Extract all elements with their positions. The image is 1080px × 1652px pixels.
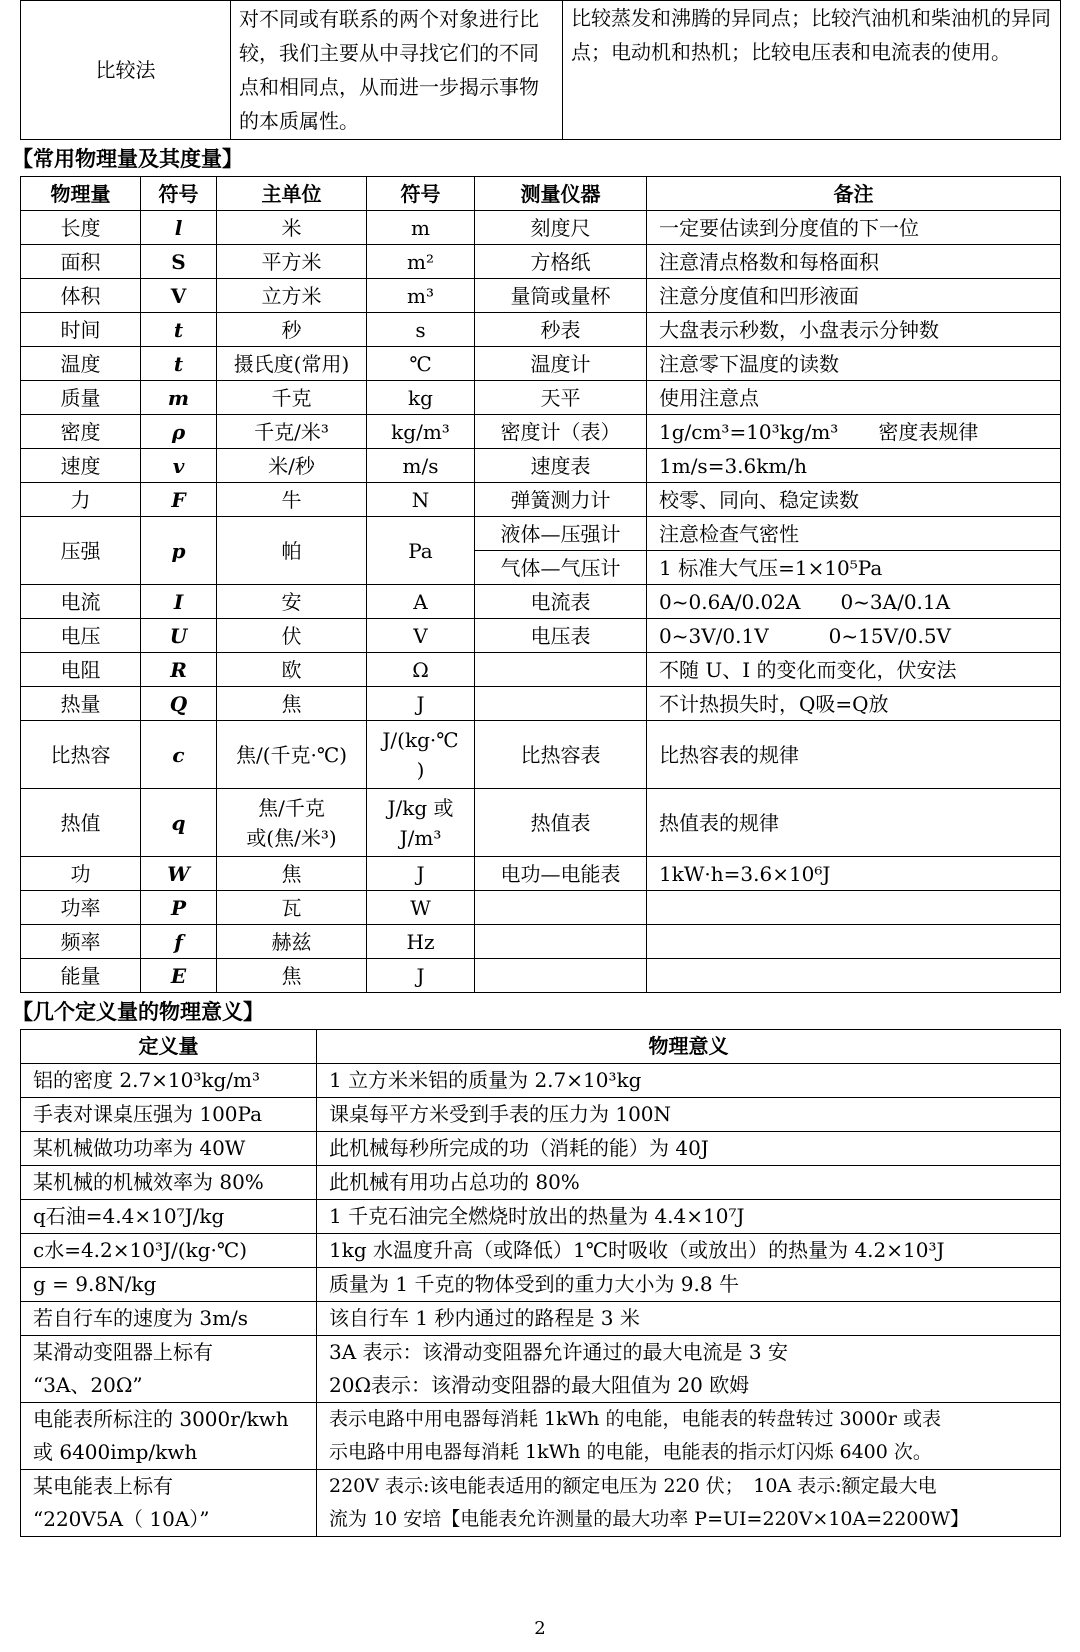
cell-symbol: p xyxy=(141,517,217,585)
table-row xyxy=(21,1268,1061,1302)
cell-note xyxy=(647,891,1061,925)
cell-instrument: 量筒或量杯 xyxy=(475,279,647,313)
cell-unit-symbol: m² xyxy=(367,245,475,279)
cell-symbol: S xyxy=(141,245,217,279)
cell-unit: 欧 xyxy=(217,653,367,687)
cell-unit: 摄氏度(常用) xyxy=(217,347,367,381)
cell-unit: 平方米 xyxy=(217,245,367,279)
cell-unit-symbol: m xyxy=(367,211,475,245)
definition-line: “3A、20Ω” xyxy=(33,1373,143,1397)
cell-unit: 千克 xyxy=(217,381,367,415)
cell-symbol: l xyxy=(141,211,217,245)
cell-quantity: 体积 xyxy=(21,279,141,313)
cell-unit-symbol xyxy=(367,789,475,857)
definition-line: 某滑动变阻器上标有 xyxy=(33,1340,213,1364)
cell-quantity: 热值 xyxy=(21,789,141,857)
document-page xyxy=(12,0,1060,1537)
cell-symbol: V xyxy=(141,279,217,313)
table-header-row xyxy=(21,177,1061,211)
cell-definition xyxy=(21,1470,317,1537)
unit-symbol-line: J/kg 或 xyxy=(387,795,454,820)
cell-unit: 牛 xyxy=(217,483,367,517)
cell-unit-symbol: Pa xyxy=(367,517,475,585)
cell-note: 一定要估读到分度值的下一位 xyxy=(647,211,1061,245)
cell-unit-symbol: A xyxy=(367,585,475,619)
cell-note: 不随 U、I 的变化而变化，伏安法 xyxy=(647,653,1061,687)
quantities-table xyxy=(20,176,1061,993)
cell-note: 校零、同向、稳定读数 xyxy=(647,483,1061,517)
cell-instrument: 电功—电能表 xyxy=(475,857,647,891)
cell-quantity: 电阻 xyxy=(21,653,141,687)
table-row xyxy=(21,347,1061,381)
cell-symbol: R xyxy=(141,653,217,687)
table-row-pressure xyxy=(21,517,1061,551)
cell-symbol: E xyxy=(141,959,217,993)
method-table xyxy=(20,0,1061,140)
cell-definition: 手表对课桌压强为 100Pa xyxy=(21,1098,317,1132)
cell-instrument xyxy=(475,687,647,721)
cell-unit xyxy=(217,789,367,857)
cell-quantity: 热量 xyxy=(21,687,141,721)
cell-instrument: 刻度尺 xyxy=(475,211,647,245)
cell-note xyxy=(647,959,1061,993)
cell-unit: 立方米 xyxy=(217,279,367,313)
cell-instrument: 方格纸 xyxy=(475,245,647,279)
cell-quantity: 面积 xyxy=(21,245,141,279)
table-row xyxy=(21,483,1061,517)
header-defined-quantity: 定义量 xyxy=(21,1030,317,1064)
method-name: 比较法 xyxy=(21,1,231,140)
cell-definition: 某机械的机械效率为 80% xyxy=(21,1166,317,1200)
cell-unit: 赫兹 xyxy=(217,925,367,959)
table-row xyxy=(21,857,1061,891)
cell-symbol: c xyxy=(141,721,217,789)
cell-symbol: q xyxy=(141,789,217,857)
cell-note: 注意分度值和凹形液面 xyxy=(647,279,1061,313)
cell-instrument: 液体—压强计 xyxy=(475,517,647,551)
table-row xyxy=(21,585,1061,619)
cell-instrument: 电压表 xyxy=(475,619,647,653)
cell-symbol: W xyxy=(141,857,217,891)
cell-note xyxy=(647,925,1061,959)
definitions-table xyxy=(20,1029,1061,1537)
cell-unit: 秒 xyxy=(217,313,367,347)
cell-definition xyxy=(21,1336,317,1403)
cell-unit-symbol: m/s xyxy=(367,449,475,483)
header-symbol: 符号 xyxy=(141,177,217,211)
table-row xyxy=(21,211,1061,245)
cell-unit-symbol: kg/m³ xyxy=(367,415,475,449)
cell-symbol: ρ xyxy=(141,415,217,449)
table-row xyxy=(21,619,1061,653)
cell-instrument: 弹簧测力计 xyxy=(475,483,647,517)
cell-instrument xyxy=(475,959,647,993)
cell-meaning: 该自行车 1 秒内通过的路程是 3 米 xyxy=(317,1302,1061,1336)
header-quantity: 物理量 xyxy=(21,177,141,211)
cell-quantity: 频率 xyxy=(21,925,141,959)
table-row-energy-meter xyxy=(21,1403,1061,1470)
cell-symbol: I xyxy=(141,585,217,619)
cell-instrument: 密度计（表） xyxy=(475,415,647,449)
cell-unit: 焦 xyxy=(217,857,367,891)
cell-unit-symbol: V xyxy=(367,619,475,653)
cell-definition: g = 9.8N/kg xyxy=(21,1268,317,1302)
table-row xyxy=(21,891,1061,925)
meaning-line: 220V 表示:该电能表适用的额定电压为 220 伏； 10A 表示:额定最大电 xyxy=(329,1475,937,1497)
table-row xyxy=(21,245,1061,279)
cell-unit-symbol: s xyxy=(367,313,475,347)
cell-quantity: 能量 xyxy=(21,959,141,993)
cell-unit-symbol: Hz xyxy=(367,925,475,959)
cell-unit: 焦 xyxy=(217,687,367,721)
cell-quantity: 功 xyxy=(21,857,141,891)
header-note: 备注 xyxy=(647,177,1061,211)
cell-quantity: 力 xyxy=(21,483,141,517)
table-row xyxy=(21,1166,1061,1200)
meaning-line: 流为 10 安培【电能表允许测量的最大功率 P=UI=220V×10A=2200W】 xyxy=(329,1508,970,1530)
table-row xyxy=(21,449,1061,483)
cell-meaning xyxy=(317,1470,1061,1537)
cell-symbol: Q xyxy=(141,687,217,721)
table-row-rheostat xyxy=(21,1336,1061,1403)
cell-unit-symbol xyxy=(367,721,475,789)
cell-unit-symbol: Ω xyxy=(367,653,475,687)
cell-unit-symbol: J xyxy=(367,687,475,721)
table-row xyxy=(21,653,1061,687)
section-title-definitions: 【几个定义量的物理意义】 xyxy=(12,1000,264,1024)
cell-unit: 安 xyxy=(217,585,367,619)
cell-instrument: 比热容表 xyxy=(475,721,647,789)
table-row xyxy=(21,381,1061,415)
cell-unit: 伏 xyxy=(217,619,367,653)
table-row xyxy=(21,1064,1061,1098)
table-row-heat-value xyxy=(21,789,1061,857)
cell-note: 注意零下温度的读数 xyxy=(647,347,1061,381)
table-row xyxy=(21,687,1061,721)
cell-meaning: 1 千克石油完全燃烧时放出的热量为 4.4×10⁷J xyxy=(317,1200,1061,1234)
cell-unit-symbol: kg xyxy=(367,381,475,415)
cell-meaning: 此机械每秒所完成的功（消耗的能）为 40J xyxy=(317,1132,1061,1166)
method-definition: 对不同或有联系的两个对象进行比较，我们主要从中寻找它们的不同点和相同点，从而进一步揭示事物的本质属性。 xyxy=(231,1,563,140)
cell-note: 比热容表的规律 xyxy=(647,721,1061,789)
table-row xyxy=(21,959,1061,993)
method-row xyxy=(21,1,1061,140)
table-row xyxy=(21,415,1061,449)
cell-instrument xyxy=(475,891,647,925)
cell-unit: 米/秒 xyxy=(217,449,367,483)
cell-note: 1g/cm³=10³kg/m³ 密度表规律 xyxy=(647,415,1061,449)
table-row xyxy=(21,1098,1061,1132)
cell-instrument: 气体—气压计 xyxy=(475,551,647,585)
method-examples: 比较蒸发和沸腾的异同点；比较汽油机和柴油机的异同点；电动机和热机；比较电压表和电流表的使用。 xyxy=(563,1,1061,140)
cell-meaning: 1 立方米米铝的质量为 2.7×10³kg xyxy=(317,1064,1061,1098)
meaning-line: 表示电路中用电器每消耗 1kWh 的电能，电能表的转盘转过 3000r 或表 xyxy=(329,1408,941,1430)
cell-quantity: 电压 xyxy=(21,619,141,653)
cell-unit: 瓦 xyxy=(217,891,367,925)
cell-quantity: 速度 xyxy=(21,449,141,483)
cell-unit: 米 xyxy=(217,211,367,245)
cell-quantity: 功率 xyxy=(21,891,141,925)
cell-unit-symbol: J xyxy=(367,857,475,891)
table-row xyxy=(21,313,1061,347)
cell-quantity: 比热容 xyxy=(21,721,141,789)
cell-note: 注意清点格数和每格面积 xyxy=(647,245,1061,279)
table-row xyxy=(21,279,1061,313)
unit-symbol-line: ) xyxy=(416,757,425,782)
table-row-heat-capacity xyxy=(21,721,1061,789)
cell-quantity: 时间 xyxy=(21,313,141,347)
cell-symbol: v xyxy=(141,449,217,483)
cell-quantity: 压强 xyxy=(21,517,141,585)
cell-instrument: 速度表 xyxy=(475,449,647,483)
cell-unit: 帕 xyxy=(217,517,367,585)
meaning-line: 20Ω表示：该滑动变阻器的最大阻值为 20 欧姆 xyxy=(329,1373,750,1397)
meaning-line: 示电路中用电器每消耗 1kWh 的电能，电能表的指示灯闪烁 6400 次。 xyxy=(329,1441,932,1463)
table-row xyxy=(21,1302,1061,1336)
definition-line: 某电能表上标有 xyxy=(33,1474,173,1498)
cell-definition: c水=4.2×10³J/(kg·℃) xyxy=(21,1234,317,1268)
cell-unit-symbol: N xyxy=(367,483,475,517)
cell-meaning: 课桌每平方米受到手表的压力为 100N xyxy=(317,1098,1061,1132)
cell-instrument: 秒表 xyxy=(475,313,647,347)
definition-line: 电能表所标注的 3000r/kwh xyxy=(33,1407,289,1431)
cell-note: 大盘表示秒数，小盘表示分钟数 xyxy=(647,313,1061,347)
cell-definition: 某机械做功功率为 40W xyxy=(21,1132,317,1166)
cell-quantity: 密度 xyxy=(21,415,141,449)
cell-instrument: 热值表 xyxy=(475,789,647,857)
definition-line: 或 6400imp/kwh xyxy=(33,1440,198,1464)
cell-meaning xyxy=(317,1336,1061,1403)
definition-line: “220V5A（ 10A）” xyxy=(33,1507,210,1531)
section-title-quantities: 【常用物理量及其度量】 xyxy=(12,147,243,171)
cell-definition xyxy=(21,1403,317,1470)
cell-quantity: 质量 xyxy=(21,381,141,415)
unit-line: 或(焦/米³) xyxy=(246,825,337,850)
cell-unit-symbol: ℃ xyxy=(367,347,475,381)
header-physical-meaning: 物理意义 xyxy=(317,1030,1061,1064)
page-number: 2 xyxy=(534,1618,546,1639)
cell-instrument: 电流表 xyxy=(475,585,647,619)
table-row-energy-meter-rating xyxy=(21,1470,1061,1537)
cell-note: 1m/s=3.6km/h xyxy=(647,449,1061,483)
cell-meaning: 此机械有用功占总功的 80% xyxy=(317,1166,1061,1200)
cell-symbol: t xyxy=(141,347,217,381)
cell-quantity: 电流 xyxy=(21,585,141,619)
unit-symbol-line: J/m³ xyxy=(399,825,442,850)
cell-unit-symbol: m³ xyxy=(367,279,475,313)
cell-symbol: U xyxy=(141,619,217,653)
cell-note: 热值表的规律 xyxy=(647,789,1061,857)
cell-instrument xyxy=(475,925,647,959)
cell-instrument: 天平 xyxy=(475,381,647,415)
cell-unit: 焦 xyxy=(217,959,367,993)
cell-symbol: m xyxy=(141,381,217,415)
cell-note: 不计热损失时，Q吸=Q放 xyxy=(647,687,1061,721)
cell-symbol: F xyxy=(141,483,217,517)
header-unit-symbol: 符号 xyxy=(367,177,475,211)
cell-quantity: 温度 xyxy=(21,347,141,381)
table-row xyxy=(21,1200,1061,1234)
table-row xyxy=(21,1234,1061,1268)
cell-definition: 铝的密度 2.7×10³kg/m³ xyxy=(21,1064,317,1098)
cell-note: 使用注意点 xyxy=(647,381,1061,415)
cell-meaning: 质量为 1 千克的物体受到的重力大小为 9.8 牛 xyxy=(317,1268,1061,1302)
cell-unit: 千克/米³ xyxy=(217,415,367,449)
cell-symbol: t xyxy=(141,313,217,347)
cell-unit-symbol: W xyxy=(367,891,475,925)
cell-instrument xyxy=(475,653,647,687)
header-instrument: 测量仪器 xyxy=(475,177,647,211)
table-header-row xyxy=(21,1030,1061,1064)
cell-symbol: P xyxy=(141,891,217,925)
cell-meaning: 1kg 水温度升高（或降低）1℃时吸收（或放出）的热量为 4.2×10³J xyxy=(317,1234,1061,1268)
cell-note: 0~0.6A/0.02A 0~3A/0.1A xyxy=(647,585,1061,619)
unit-line: 焦/千克 xyxy=(258,795,325,820)
cell-quantity: 长度 xyxy=(21,211,141,245)
header-unit: 主单位 xyxy=(217,177,367,211)
unit-symbol-line: J/(kg·℃ xyxy=(382,727,459,752)
cell-definition: 若自行车的速度为 3m/s xyxy=(21,1302,317,1336)
cell-note: 1kW·h=3.6×10⁶J xyxy=(647,857,1061,891)
cell-note: 注意检查气密性 xyxy=(647,517,1061,551)
table-row xyxy=(21,925,1061,959)
cell-unit: 焦/(千克·℃) xyxy=(217,721,367,789)
meaning-line: 3A 表示：该滑动变阻器允许通过的最大电流是 3 安 xyxy=(329,1340,788,1364)
cell-symbol: f xyxy=(141,925,217,959)
table-row xyxy=(21,1132,1061,1166)
cell-unit-symbol: J xyxy=(367,959,475,993)
cell-note: 1 标准大气压=1×10⁵Pa xyxy=(647,551,1061,585)
cell-meaning xyxy=(317,1403,1061,1470)
cell-instrument: 温度计 xyxy=(475,347,647,381)
cell-note: 0~3V/0.1V 0~15V/0.5V xyxy=(647,619,1061,653)
cell-definition: q石油=4.4×10⁷J/kg xyxy=(21,1200,317,1234)
